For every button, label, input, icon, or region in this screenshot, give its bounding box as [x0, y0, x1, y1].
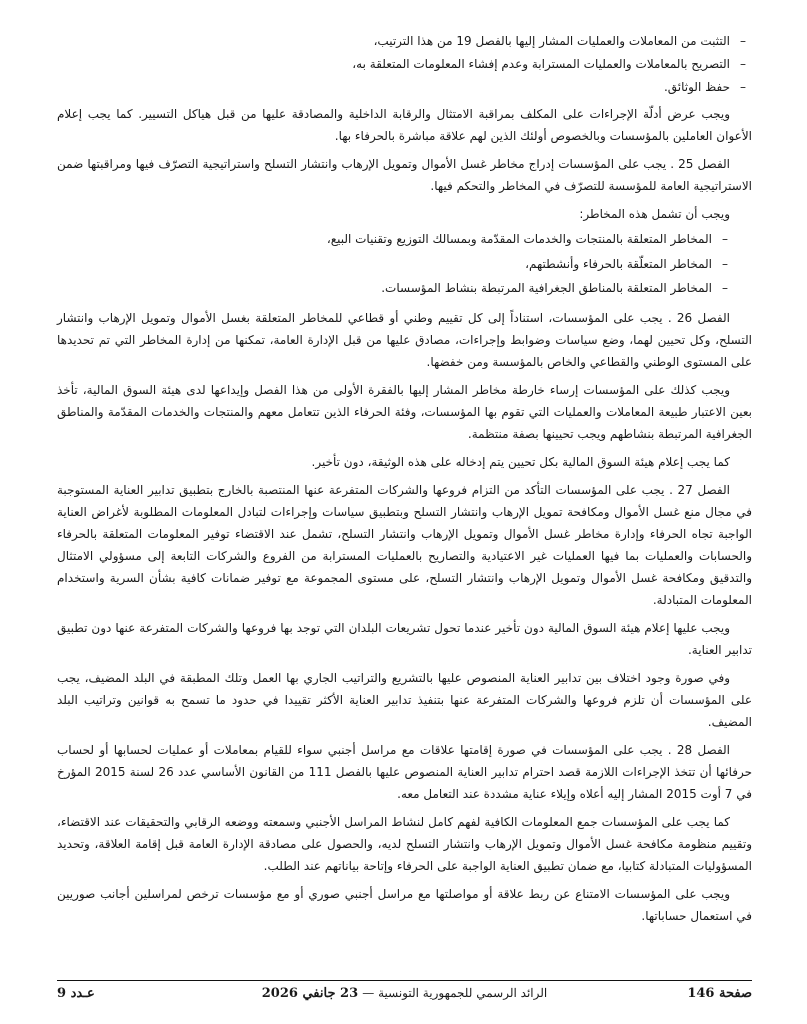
article-27: الفصل 27 . يجب على المؤسسات التأكد من التزام فروعها والشركات المتفرعة عنها المنتصبة بالخارج بتطبيق تدابير العناية المستوجبة في مجال منع غسل الأموال ومكافحة تمويل الإرهاب وانتشار التسلح وبتطبيق سياسات وإجراءات لتبادل المعلومات المطلوبة لأغراض العناية الواجبة تجاه الحرفاء وإدارة مخاطر غسل الأموال وتمويل الإرهاب وانتشار التسلح، تشمل عند الاقتضاء توفير المعلومات المتعلقة بالحرفاء والحسابات والعمليات بما فيها العمليات غير الاعتيادية والتصاريح بالعمليات المسترابة من الفروع والشركات التابعة إلى مسؤولي الامتثال والتدقيق ومكافحة غسل الأموال وتمويل الإرهاب وانتشار التسلح، على مستوى المجموعة مع توفير ضمانات كافية بشأن السرية واستخدام المعلومات المتبادلة. [57, 482, 752, 607]
list-item: – التثبت من المعاملات والعمليات المشار إليها بالفصل 19 من هذا الترتيب، [57, 30, 752, 53]
issue-number: عـدد 9 [57, 986, 95, 1001]
list-item: – المخاطر المتعلقة بالمناطق الجغرافية المرتبطة بنشاط المؤسسات. [57, 276, 752, 301]
paragraph-refrain: ويجب على المؤسسات الامتناع عن ربط علاقة أو مواصلتها مع مراسل أجنبي صوري أو مع مؤسسات ترخص لمراسلين أجانب صوريين في استعمال حساباتها. [57, 886, 752, 923]
dash-bullet: – [740, 57, 746, 71]
paragraph-procedures: ويجب عرض أدلّة الإجراءات على المكلف بمراقبة الامتثال والرقابة الداخلية والمصادقة عليها من قبل هياكل التسيير. كما يجب إعلام الأعوان العاملين بالمؤسسات وبالخصوص أولئك الذين لهم علاقة مباشرة بالحرفاء بها. [57, 107, 752, 143]
article-28: الفصل 28 . يجب على المؤسسات في صورة إقامتها علاقات مع مراسل أجنبي سواء للقيام بمعاملات أو عمليات لحسابها أو لحساب حرفائها أن تتخذ الإجراءات اللازمة قصد احترام تدابير العناية المنصوص عليها بالفصل 111 من القانون الأساسي عدد 26 لسنة 2015 المؤرخ في 7 أوت 2015 المشار إليه أعلاه وإيلاء عناية مشددة عند التعامل معه. [57, 742, 753, 801]
publication-date: 23 جانفي 2026 [261, 986, 359, 1001]
publication-name: الرائد الرسمي للجمهورية التونسية — [362, 986, 548, 1000]
article-26: الفصل 26 . يجب على المؤسسات، استناداً إلى كل تقييم وطني أو قطاعي للمخاطر المتعلقة بغسل الأموال وتمويل الإرهاب وانتشار التسلح، وكل تحيين لهما، وضع سياسات وضوابط وإجراءات، مصادق عليها من قبل الإدارة العامة، تمكنها من إدارة المخاطر التي تم تحديدها على المستوى الوطني والقطاعي والخاص بالمؤسسة ومن خفضها. [57, 310, 752, 369]
list-item: – التصريح بالمعاملات والعمليات المسترابة وعدم إفشاء المعلومات المتعلقة به، [57, 53, 752, 76]
page-footer [57, 986, 752, 1008]
paragraph-difference: وفي صورة وجود اختلاف بين تدابير العناية المنصوص عليها بالتشريع والتراتيب الجاري بها العمل وتلك المطبقة في البلد المضيف، يجب على المؤسسات أن تلزم فروعها والشركات المتفرعة عنها بتنفيذ تدابير العناية الأكثر تقييدا في حدود ما تسمح به قوانين وتراتيب البلد المضيف. [57, 670, 752, 729]
article-25: الفصل 25 . يجب على المؤسسات إدراج مخاطر غسل الأموال وتمويل الإرهاب وانتشار التسلح واستراتيجية التصرّف فيها ومراقبتها ضمن الاستراتيجية العامة للمؤسسة للتصرّف في المخاطر والتحكم فيها. [57, 157, 752, 193]
paragraph-risk-map: ويجب كذلك على المؤسسات إرساء خارطة مخاطر المشار إليها بالفقرة الأولى من هذا الفصل وإيداعها لدى هيئة السوق المالية، تأخذ بعين الاعتبار طبيعة المعاملات والعمليات التي تقوم بها المؤسسات، وفئة الحرفاء الذين تتعامل معهم والمنتجات والخدمات المقدّمة والمناطق الجغرافية المرتبطة بنشاطهم ويجب تحيينها بصفة منتظمة. [57, 382, 752, 441]
list-item: – حفظ الوثائق. [57, 76, 752, 99]
dash-bullet: – [722, 281, 728, 295]
publication-line [57, 986, 752, 1001]
document-body [57, 30, 752, 933]
list-item: – المخاطر المتعلقة بالمنتجات والخدمات المقدّمة وبمسالك التوزيع وتقنيات البيع، [57, 227, 752, 252]
risks-list [57, 227, 752, 301]
dash-bullet: – [722, 256, 728, 271]
paragraph-collect-info: كما يجب على المؤسسات جمع المعلومات الكافية لفهم كامل لنشاط المراسل الأجنبي وسمعته ووضعه الرقابي والتحقيقات عند الاقتضاء، وتقييم منظومة مكافحة غسل الأموال وتمويل الإرهاب وانتشار التسلح لديه، والحصول على مصادقة الإدارة العامة قبل إقامة العلاقة، وتحديد المسؤوليات المتبادلة كتابيا، مع ضمان تطبيق العناية الواجبة على الحرفاء وإتاحة بياناتهم عند الطلب. [57, 814, 752, 873]
risks-intro: ويجب أن تشمل هذه المخاطر: [579, 207, 730, 221]
bullet-list-top [57, 30, 752, 99]
paragraph-inform-cmf: كما يجب إعلام هيئة السوق المالية بكل تحيين يتم إدخاله على هذه الوثيقة، دون تأخير. [311, 454, 730, 469]
paragraph-delay: ويجب عليها إعلام هيئة السوق المالية دون تأخير عندما تحول تشريعات البلدان التي توجد بها فروعها والشركات المتفرعة عنها دون تطبيق تدابير العناية. [57, 620, 752, 657]
dash-bullet: – [740, 34, 746, 48]
dash-bullet: – [722, 232, 728, 246]
dash-bullet: – [740, 80, 746, 94]
list-item: – المخاطر المتعلّقة بالحرفاء وأنشطتهم، [57, 252, 752, 277]
footer-divider [57, 980, 752, 981]
page-number: صفحة 146 [687, 986, 752, 1001]
